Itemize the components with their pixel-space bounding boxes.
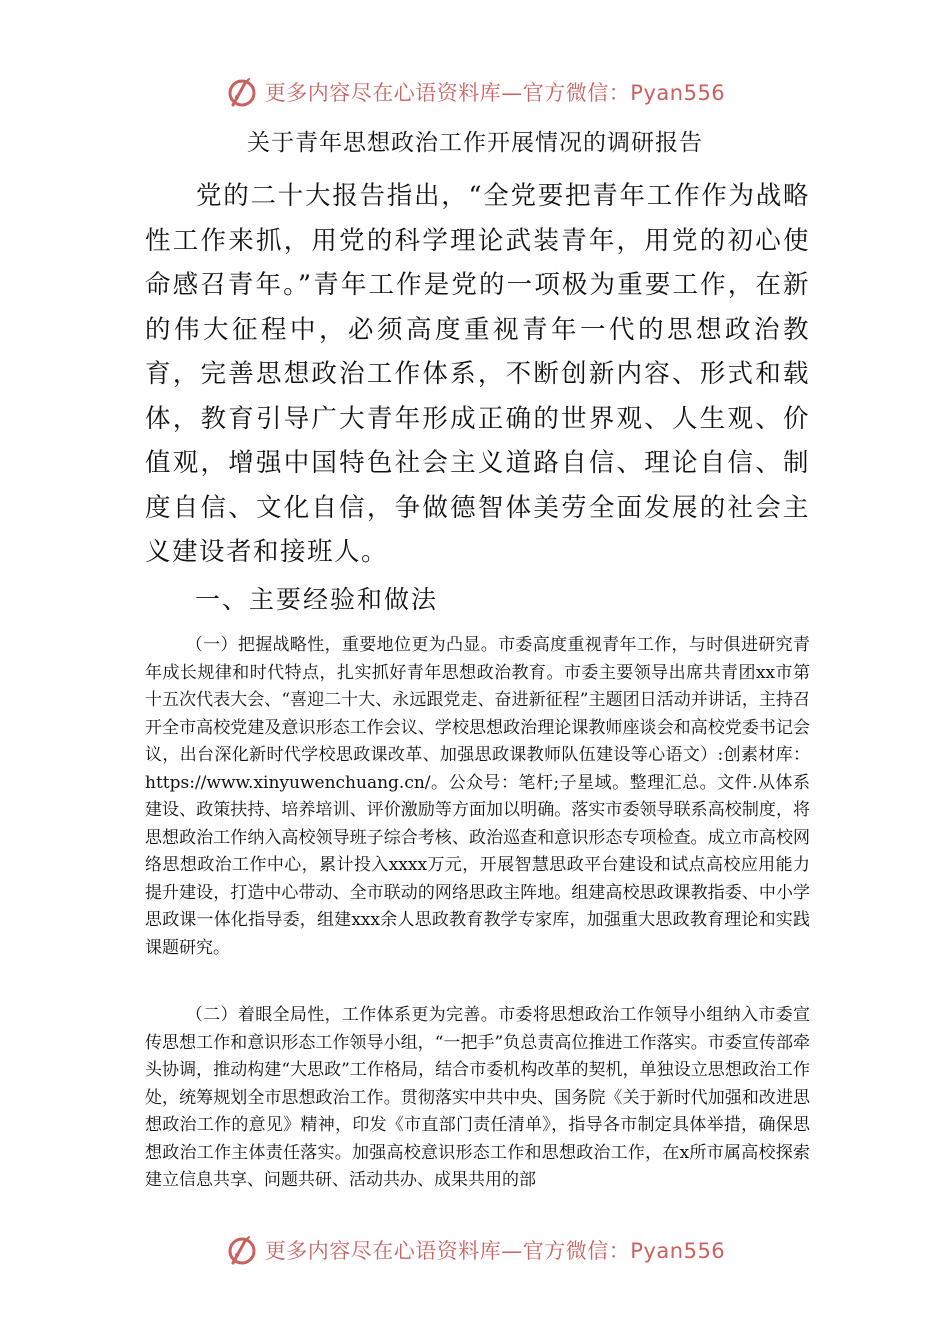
watermark-logo-icon	[225, 75, 259, 109]
watermark-logo-icon	[225, 1233, 259, 1267]
document-title: 关于青年思想政治工作开展情况的调研报告	[247, 130, 703, 156]
body-paragraph-2: （二）着眼全局性，工作体系更为完善。市委将思想政治工作领导小组纳入市委宣传思想工作和意识形态工作领导小组，“一把手”负总责高位推进工作落实。市委宣传部牵头协调，推动构建“大思政”工作格局，结合市委机构改革的契机，单独设立思想政治工作处，统筹规划全市思想政治工作。贯彻落实中共中央、国务院《关于新时代加强和改进思想政治工作的意见》精神，印发《市直部门责任清单》，指导各市制定具体举措，确保思想政治工作主体责任落实。加强高校意识形态工作和思想政治工作，在x所市属高校探索建立信息共享、问题共研、活动共办、成果共用的部	[145, 1005, 810, 1190]
watermark-text: 更多内容尽在心语资料库—官方微信：Pyan556	[264, 81, 726, 105]
watermark-text: 更多内容尽在心语资料库—官方微信：Pyan556	[264, 1239, 726, 1263]
watermark-banner-bottom	[0, 1230, 950, 1270]
section-heading: 一、主要经验和做法	[195, 585, 439, 614]
intro-paragraph: 党的二十大报告指出，“全党要把青年工作作为战略性工作来抓，用党的科学理论武装青年，用党的初心使命感召青年。”青年工作是党的一项极为重要工作，在新的伟大征程中，必须高度重视青年一代的思想政治教育，完善思想政治工作体系，不断创新内容、形式和载体，教育引导广大青年形成正确的世界观、人生观、价值观，增强中国特色社会主义道路自信、理论自信、制度自信、文化自信，争做德智体美劳全面发展的社会主义建设者和接班人。	[145, 181, 810, 567]
body-paragraph-1: （一）把握战略性，重要地位更为凸显。市委高度重视青年工作，与时俱进研究青年成长规律和时代特点，扎实抓好青年思想政治教育。市委主要领导出席共青团xx市第十五次代表大会、“喜迎二十大、永远跟党走、奋进新征程”主题团日活动并讲话，主持召开全市高校党建及意识形态工作会议、学校思想政治理论课教师座谈会和高校党委书记会议，出台深化新时代学校思政课改革、加强思政课教师队伍建设等心语文）:创素材库：https://www.xinyuwenchuang.cn/。公众号：笔杆;子星域。整理汇总。文件.从体系建设、政策扶持、培养培训、评价激励等方面加以明确。落实市委领导联系高校制度，将思想政治工作纳入高校领导班子综合考核、政治巡查和意识形态专项检查。成立市高校网络思想政治工作中心，累计投入xxxx万元，开展智慧思政平台建设和试点高校应用能力提升建设，打造中心带动、全市联动的网络思政主阵地。组建高校思政课教指委、中小学思政课一体化指导委，组建xxx余人思政教育教学专家库，加强重大思政教育理论和实践课题研究。	[145, 635, 810, 958]
watermark-banner-top	[0, 72, 950, 112]
